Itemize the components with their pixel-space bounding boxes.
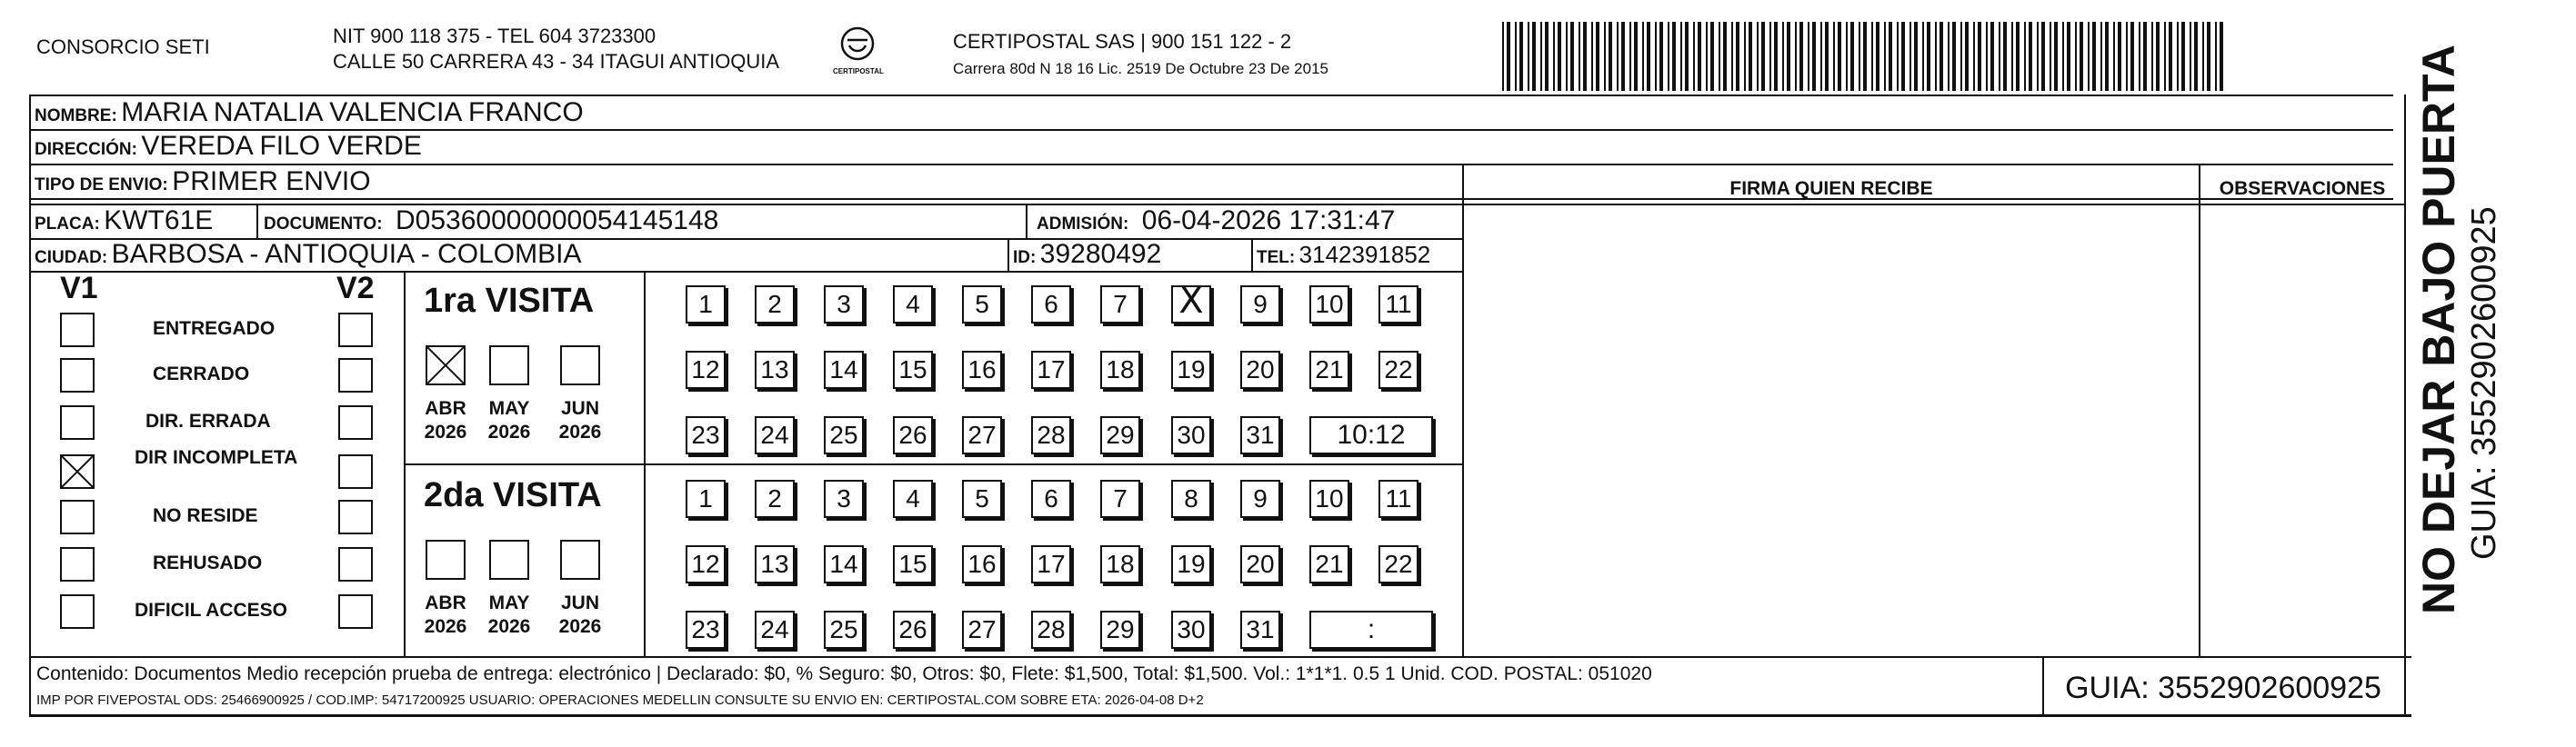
day-box[interactable]: 26 bbox=[893, 416, 933, 454]
month-checkbox[interactable] bbox=[560, 540, 600, 580]
day-box[interactable]: 15 bbox=[893, 351, 933, 389]
id-value: 39280492 bbox=[1039, 239, 1162, 269]
carrier-name: CERTIPOSTAL SAS | 900 151 122 - 2 bbox=[953, 30, 1292, 53]
shipment-type: PRIMER ENVIO bbox=[172, 166, 371, 196]
company-name: CONSORCIO SETI bbox=[36, 35, 210, 58]
day-box[interactable]: 23 bbox=[686, 416, 726, 454]
side-warning: NO DEJAR BAJO PUERTA bbox=[2413, 45, 2464, 614]
day-box[interactable]: 7 bbox=[1100, 480, 1140, 518]
side-guia: GUIA: 3552902600925 bbox=[2465, 206, 2503, 560]
day-box[interactable]: 11 bbox=[1378, 285, 1418, 324]
day-box[interactable]: 3 bbox=[824, 285, 864, 324]
status-label: NO RESIDE bbox=[153, 505, 258, 526]
shipment-label: TIPO DE ENVIO: bbox=[35, 175, 168, 194]
day-box[interactable]: 13 bbox=[755, 351, 795, 389]
month-name: ABR bbox=[425, 398, 466, 419]
day-box[interactable]: 22 bbox=[1378, 351, 1418, 389]
status-v1-checkbox[interactable] bbox=[60, 547, 95, 582]
day-box[interactable]: 17 bbox=[1031, 545, 1071, 583]
day-box[interactable]: 30 bbox=[1171, 611, 1211, 649]
status-v1-checkbox[interactable] bbox=[60, 594, 95, 629]
day-box[interactable]: 10 bbox=[1309, 480, 1349, 518]
day-box[interactable]: 9 bbox=[1240, 285, 1280, 324]
day-box[interactable]: 27 bbox=[962, 611, 1002, 649]
admission-value: 06-04-2026 17:31:47 bbox=[1141, 205, 1396, 235]
day-box[interactable]: 2 bbox=[755, 480, 795, 518]
observations-area[interactable] bbox=[2200, 205, 2404, 656]
status-v2-checkbox[interactable] bbox=[338, 500, 373, 534]
day-box[interactable]: 16 bbox=[962, 545, 1002, 583]
status-v1-checkbox[interactable] bbox=[60, 313, 95, 347]
nit-line-1: NIT 900 118 375 - TEL 604 3723300 bbox=[333, 25, 657, 47]
footer-guia: GUIA: 3552902600925 bbox=[2065, 671, 2381, 705]
city-label: CIUDAD: bbox=[35, 248, 108, 267]
document-label: DOCUMENTO: bbox=[264, 214, 383, 234]
day-box[interactable]: 24 bbox=[755, 611, 795, 649]
address-label: DIRECCIÓN: bbox=[35, 140, 137, 159]
status-label: CERRADO bbox=[153, 364, 250, 384]
day-box[interactable]: 18 bbox=[1100, 351, 1140, 389]
status-label: ENTREGADO bbox=[153, 318, 276, 339]
admission-label: ADMISIÓN: bbox=[1037, 214, 1129, 234]
month-year: 2026 bbox=[558, 616, 602, 637]
day-box[interactable]: 28 bbox=[1031, 416, 1071, 454]
time-field[interactable]: : bbox=[1309, 611, 1433, 649]
day-box[interactable]: 11 bbox=[1378, 480, 1418, 518]
status-v2-checkbox[interactable] bbox=[338, 358, 373, 393]
carrier-address: Carrera 80d N 18 16 Lic. 2519 De Octubre 23 De 2015 bbox=[953, 60, 1328, 77]
certipostal-logo-icon bbox=[838, 25, 877, 64]
day-box[interactable] bbox=[1171, 285, 1211, 324]
status-v2-checkbox[interactable] bbox=[338, 313, 373, 347]
logo-text: CERTIPOSTAL bbox=[833, 67, 884, 75]
observations-label: OBSERVACIONES bbox=[2219, 178, 2386, 199]
day-box[interactable]: 12 bbox=[686, 545, 726, 583]
recipient-name: MARIA NATALIA VALENCIA FRANCO bbox=[121, 97, 584, 127]
day-box[interactable]: 6 bbox=[1031, 285, 1071, 324]
plate-value: KWT61E bbox=[104, 205, 214, 235]
visit-title: 2da VISITA bbox=[424, 476, 602, 514]
day-box[interactable]: 30 bbox=[1171, 416, 1211, 454]
day-box[interactable]: 31 bbox=[1240, 611, 1280, 649]
day-box[interactable]: 26 bbox=[893, 611, 933, 649]
day-box[interactable]: 21 bbox=[1309, 351, 1349, 389]
month-name: JUN bbox=[560, 593, 599, 613]
day-box[interactable]: 9 bbox=[1240, 480, 1280, 518]
day-box[interactable]: 8 bbox=[1171, 480, 1211, 518]
status-label: REHUSADO bbox=[153, 553, 263, 573]
status-v2-checkbox[interactable] bbox=[338, 405, 373, 440]
status-label: DIR INCOMPLETA bbox=[135, 447, 298, 468]
day-box[interactable]: 12 bbox=[686, 351, 726, 389]
visit-title: 1ra VISITA bbox=[424, 282, 595, 320]
day-box[interactable]: 14 bbox=[824, 545, 864, 583]
month-name: JUN bbox=[560, 398, 599, 419]
day-box[interactable]: 22 bbox=[1378, 545, 1418, 583]
month-checkbox[interactable] bbox=[489, 540, 529, 580]
day-box[interactable]: 31 bbox=[1240, 416, 1280, 454]
status-label: DIR. ERRADA bbox=[145, 411, 271, 432]
day-box[interactable]: 15 bbox=[893, 545, 933, 583]
month-name: ABR bbox=[425, 593, 466, 613]
day-box[interactable]: 29 bbox=[1100, 611, 1140, 649]
day-box[interactable]: 23 bbox=[686, 611, 726, 649]
day-box[interactable]: 4 bbox=[893, 285, 933, 324]
day-box[interactable]: 24 bbox=[755, 416, 795, 454]
document-value: D0536000000005414​5148 bbox=[396, 205, 719, 235]
status-v2-checkbox[interactable] bbox=[338, 594, 373, 629]
day-box[interactable]: 20 bbox=[1240, 545, 1280, 583]
day-box[interactable]: 3 bbox=[824, 480, 864, 518]
day-box[interactable]: 17 bbox=[1031, 351, 1071, 389]
day-box[interactable]: 7 bbox=[1100, 285, 1140, 324]
month-name: MAY bbox=[488, 398, 530, 419]
tel-label: TEL: bbox=[1257, 248, 1296, 267]
day-box[interactable]: 1 bbox=[686, 480, 726, 518]
status-v1-checkbox[interactable] bbox=[60, 358, 95, 393]
status-v1-checkbox[interactable] bbox=[60, 454, 95, 489]
day-box[interactable]: 2 bbox=[755, 285, 795, 324]
plate-label: PLACA: bbox=[35, 214, 100, 234]
day-box[interactable]: 16 bbox=[962, 351, 1002, 389]
footer-content: Contenido: Documentos Medio recepción prueba de entrega: electrónico | Declarado: $0, % Seguro: $0, Otros: $0, Flete: $1,500, Total: $1,500. Vol.: 1*1*1. 0.5 1 Unid. COD. POSTAL: 051020 bbox=[36, 663, 1652, 684]
name-label: NOMBRE: bbox=[35, 106, 117, 125]
recipient-address: VEREDA FILO VERDE bbox=[141, 131, 422, 161]
day-box[interactable]: 25 bbox=[824, 611, 864, 649]
day-box[interactable]: 28 bbox=[1031, 611, 1071, 649]
day-box[interactable]: 25 bbox=[824, 416, 864, 454]
v2-label: V2 bbox=[336, 271, 375, 305]
month-year: 2026 bbox=[487, 422, 531, 443]
day-box[interactable]: 20 bbox=[1240, 351, 1280, 389]
divider bbox=[29, 95, 31, 716]
month-year: 2026 bbox=[558, 422, 602, 443]
month-checkbox[interactable] bbox=[560, 345, 600, 385]
status-label: DIFICIL ACCESO bbox=[135, 600, 288, 621]
city-value: BARBOSA - ANTIOQUIA - COLOMBIA bbox=[111, 239, 582, 269]
nit-line-2: CALLE 50 CARRERA 43 - 34 ITAGUI ANTIOQUIA bbox=[333, 50, 780, 73]
status-v2-checkbox[interactable] bbox=[338, 454, 373, 489]
status-v1-checkbox[interactable] bbox=[60, 405, 95, 440]
day-box[interactable]: 10 bbox=[1309, 285, 1349, 324]
day-box[interactable]: 21 bbox=[1309, 545, 1349, 583]
tel-value: 3142391852 bbox=[1298, 241, 1431, 268]
month-year: 2026 bbox=[487, 616, 531, 637]
id-label: ID: bbox=[1013, 248, 1037, 267]
month-checkbox[interactable] bbox=[426, 540, 466, 580]
day-box[interactable]: 13 bbox=[755, 545, 795, 583]
status-v2-checkbox[interactable] bbox=[338, 547, 373, 582]
month-checkbox[interactable] bbox=[426, 345, 466, 385]
day-box[interactable]: 19 bbox=[1171, 545, 1211, 583]
v1-label: V1 bbox=[60, 271, 98, 305]
barcode bbox=[1502, 22, 2230, 91]
day-box[interactable]: 4 bbox=[893, 480, 933, 518]
day-box[interactable]: 27 bbox=[962, 416, 1002, 454]
day-box[interactable]: 29 bbox=[1100, 416, 1140, 454]
day-box[interactable]: 14 bbox=[824, 351, 864, 389]
month-year: 2026 bbox=[424, 422, 467, 443]
month-name: MAY bbox=[488, 593, 530, 613]
signature-area[interactable] bbox=[1464, 205, 2199, 656]
month-checkbox[interactable] bbox=[489, 345, 529, 385]
divider bbox=[29, 714, 2411, 717]
month-year: 2026 bbox=[424, 616, 467, 637]
day-box[interactable]: 1 bbox=[686, 285, 726, 324]
day-box[interactable]: 5 bbox=[962, 285, 1002, 324]
status-v1-checkbox[interactable] bbox=[60, 500, 95, 534]
day-box[interactable]: 19 bbox=[1171, 351, 1211, 389]
signature-label: FIRMA QUIEN RECIBE bbox=[1729, 178, 1933, 199]
time-field[interactable]: 10:12 bbox=[1309, 416, 1433, 454]
day-box[interactable]: 18 bbox=[1100, 545, 1140, 583]
footer-printed: IMP POR FIVEPOSTAL ODS: 25466900925 / COD.IMP: 54717200925 USUARIO: OPERACIONES MEDELLIN CONSULTE SU ENVIO EN: CERTIPOSTAL.COM SOBRE ETA: 2026-04-08 D+2 bbox=[36, 692, 1204, 708]
day-box[interactable]: 5 bbox=[962, 480, 1002, 518]
day-box[interactable]: 6 bbox=[1031, 480, 1071, 518]
